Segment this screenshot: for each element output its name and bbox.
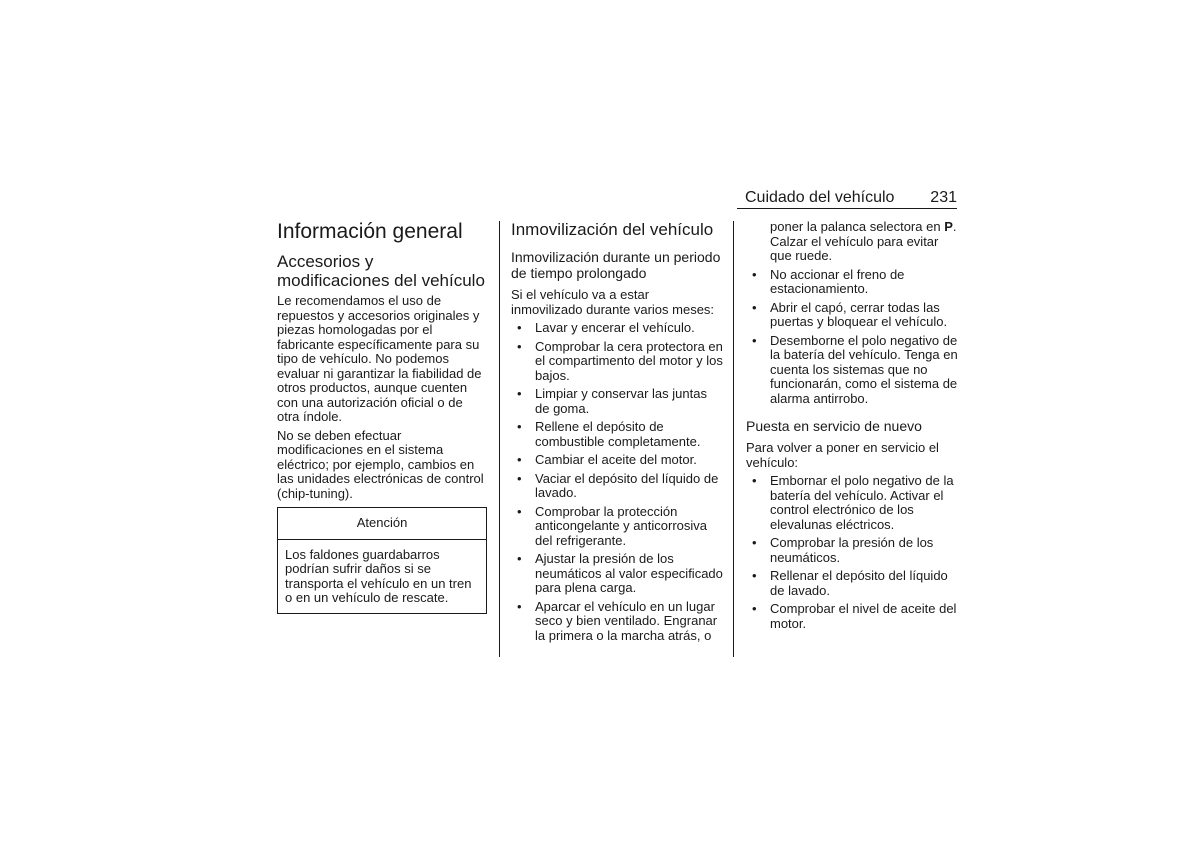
immobilization-steps-list-continued: [746, 268, 958, 407]
column-1: [277, 220, 487, 614]
paragraph-accessories: Le recomendamos el uso de repuestos y accesorios originales y piezas homologadas por el fabricante específicamente para su tipo de vehículo. No podemos evaluar ni garantizar la fiabilidad de otros productos, aunque cuenten con una autorización oficial o de otra índole.: [277, 293, 482, 424]
paragraph-modifications: No se deben efectuar modificaciones en el sistema eléctrico; por ejemplo, cambios en las unidades electrónicas de control (chip-tuning).: [277, 427, 484, 501]
list-item: • Rellene el depósito de combustible completamente.: [511, 420, 723, 449]
list-item: • Limpiar y conservar las juntas de goma.: [511, 387, 723, 416]
list-item: • Vaciar el depósito del líquido de lavado.: [511, 472, 723, 501]
column-divider-2: [733, 221, 734, 657]
list-item: • Comprobar la presión de los neumáticos.: [746, 536, 958, 565]
notice-title: Atención: [278, 508, 486, 540]
immobilization-steps-list: [511, 321, 723, 643]
subtitle-accessories-line2: modificaciones del vehículo: [277, 271, 485, 290]
column-2: [511, 220, 723, 647]
header-section-title: Cuidado del vehículo: [745, 189, 895, 206]
list-item: • Ajustar la presión de los neumáticos al valor especificado para plena carga.: [511, 552, 723, 596]
list-item: • Comprobar el nivel de aceite del motor.: [746, 602, 958, 631]
list-item: • Lavar y encerar el vehículo.: [511, 321, 723, 336]
list-item: • Comprobar la protección anticongelante y anticorrosiva del refrigerante.: [511, 505, 723, 549]
list-item: • Embornar el polo negativo de la batería del vehículo. Activar el control electrónico de los elevalunas eléctricos.: [746, 474, 958, 532]
list-item: • Rellenar el depósito del líquido de lavado.: [746, 569, 958, 598]
list-item: • Desemborne el polo negativo de la batería del vehículo. Tenga en cuenta los sistemas que no funcionarán, como el sistema de alarma antirrobo.: [746, 334, 958, 407]
paragraph-immobilization-intro: Si el vehículo va a estar inmovilizado durante varios meses:: [511, 287, 715, 317]
subtitle-accessories-line1: Accesorios y: [277, 252, 374, 271]
list-item-continuation: poner la palanca selectora en P. Calzar el vehículo para evitar que ruede.: [770, 219, 957, 263]
list-item: • Abrir el capó, cerrar todas las puertas y bloquear el vehículo.: [746, 301, 958, 330]
section-title-immobilization: Inmovilización del vehículo: [511, 220, 714, 239]
list-item: • Comprobar la cera protectora en el compartimento del motor y los bajos.: [511, 340, 723, 384]
list-item: • Cambiar el aceite del motor.: [511, 453, 723, 468]
header-rule: [737, 208, 957, 209]
recommissioning-steps-list: [746, 474, 958, 631]
column-3: [746, 220, 958, 635]
notice-body: Los faldones guardabarros podrían sufrir daños si se transporta el vehículo en un tren o en un vehículo de rescate.: [285, 546, 472, 605]
subtitle-recommissioning: Puesta en servicio de nuevo: [746, 418, 922, 434]
subtitle-long-immobilization: Inmovilización durante un periodo de tiempo prolongado: [511, 249, 721, 281]
notice-box: [277, 507, 487, 614]
list-item: • Aparcar el vehículo en un lugar seco y bien ventilado. Engranar la primera o la marcha atrás, o: [511, 600, 723, 644]
section-title-general-info: Información general: [277, 220, 463, 243]
page-header: [745, 189, 957, 209]
page-number: 231: [930, 189, 957, 206]
gear-position-p: P: [944, 219, 953, 234]
column-divider-1: [499, 221, 500, 657]
list-item: • No accionar el freno de estacionamiento.: [746, 268, 958, 297]
paragraph-recommissioning-intro: Para volver a poner en servicio el vehículo:: [746, 440, 939, 470]
